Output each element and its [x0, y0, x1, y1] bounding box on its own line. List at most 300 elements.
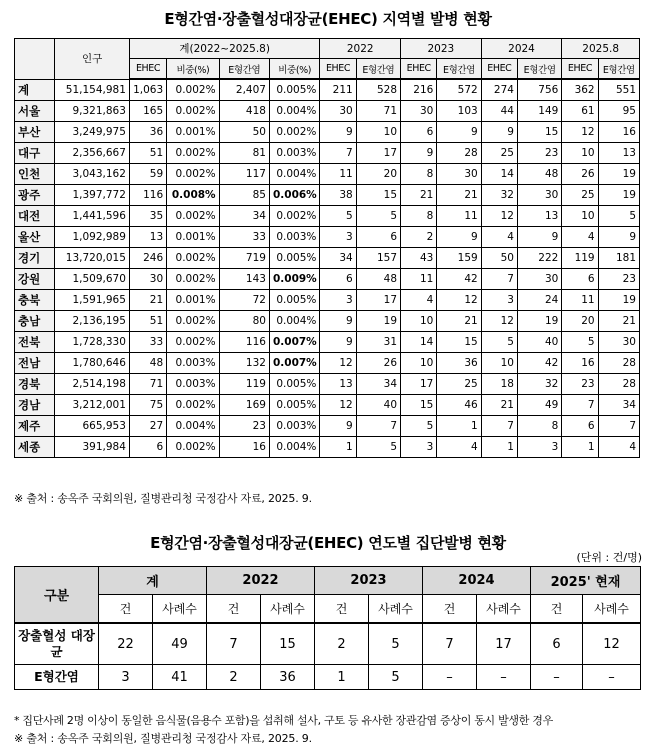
cell-h24: 24	[517, 290, 561, 311]
cell-t-ehec-pct: 0.004%	[167, 416, 219, 437]
regional-outbreak-table	[14, 38, 640, 458]
table1-title: E형간염·장출혈성대장균(EHEC) 지역별 발병 현황	[164, 10, 492, 28]
cell-h25: 21	[598, 311, 639, 332]
cell-e24: 1	[481, 437, 517, 458]
header-cases: 건	[99, 595, 153, 624]
cell-e23: 5	[401, 416, 437, 437]
header-2022: 2022	[320, 39, 401, 59]
region-label: 세종	[15, 437, 55, 458]
cell-c23: 2	[315, 623, 369, 665]
cell-h24: 9	[517, 227, 561, 248]
cell-p23: 5	[369, 623, 423, 665]
cell-t-ehec-pct: 0.002%	[167, 248, 219, 269]
cell-pop: 3,043,162	[55, 164, 130, 185]
cell-h23: 28	[437, 143, 481, 164]
cell-h25: 23	[598, 269, 639, 290]
cell-t-hepe: 72	[219, 290, 269, 311]
cell-pop: 665,953	[55, 416, 130, 437]
cell-t-ehec: 1,063	[129, 79, 166, 101]
cell-h22: 17	[356, 290, 400, 311]
cell-pop: 1,780,646	[55, 353, 130, 374]
cell-h22: 528	[356, 79, 400, 101]
cell-e23: 8	[401, 164, 437, 185]
header-hepe: E형간염	[517, 59, 561, 80]
cell-pop: 1,441,596	[55, 206, 130, 227]
cell-pop: 3,212,001	[55, 395, 130, 416]
cell-h22: 15	[356, 185, 400, 206]
header-category: 구분	[15, 567, 99, 624]
cell-h22: 48	[356, 269, 400, 290]
cell-t-hepe: 143	[219, 269, 269, 290]
cell-e25: 119	[562, 248, 598, 269]
cell-h23: 21	[437, 311, 481, 332]
cell-e22: 11	[320, 164, 356, 185]
cell-e22: 5	[320, 206, 356, 227]
region-label: 경기	[15, 248, 55, 269]
cell-e24: 12	[481, 311, 517, 332]
cell-e22: 3	[320, 227, 356, 248]
region-label: 대전	[15, 206, 55, 227]
cell-h22: 20	[356, 164, 400, 185]
cell-c24: 7	[423, 623, 477, 665]
cell-t-ehec: 165	[129, 101, 166, 122]
cell-t-hepe-pct: 0.004%	[269, 101, 319, 122]
table-row	[15, 101, 640, 122]
cell-h24: 149	[517, 101, 561, 122]
cell-h22: 6	[356, 227, 400, 248]
cell-pop: 1,728,330	[55, 332, 130, 353]
region-label: 대구	[15, 143, 55, 164]
cell-e23: 216	[401, 79, 437, 101]
header-hepe: E형간염	[356, 59, 400, 80]
cell-t-hepe-pct: 0.005%	[269, 374, 319, 395]
cell-t-hepe: 33	[219, 227, 269, 248]
cell-c22: 2	[207, 665, 261, 690]
header-ehec: EHEC	[401, 59, 437, 80]
cell-pop: 1,397,772	[55, 185, 130, 206]
cell-h23: 15	[437, 332, 481, 353]
cell-t-hepe-pct: 0.002%	[269, 206, 319, 227]
cell-pop: 1,092,989	[55, 227, 130, 248]
cell-t-hepe-pct: 0.007%	[269, 332, 319, 353]
cell-h22: 19	[356, 311, 400, 332]
cell-h25: 19	[598, 185, 639, 206]
cell-e22: 9	[320, 332, 356, 353]
table2-unit: (단위 : 건/명)	[576, 551, 642, 564]
cell-h22: 10	[356, 122, 400, 143]
cell-h23: 46	[437, 395, 481, 416]
region-label: 충북	[15, 290, 55, 311]
cell-t-hepe: 81	[219, 143, 269, 164]
region-label: 부산	[15, 122, 55, 143]
header-total: 계	[99, 567, 207, 595]
cell-e25: 12	[562, 122, 598, 143]
cell-e24: 10	[481, 353, 517, 374]
region-label: 전남	[15, 353, 55, 374]
cell-h23: 9	[437, 122, 481, 143]
cell-h25: 30	[598, 332, 639, 353]
cell-h25: 16	[598, 122, 639, 143]
region-label: 제주	[15, 416, 55, 437]
header-ehec: EHEC	[320, 59, 356, 80]
cell-h25: 9	[598, 227, 639, 248]
header-patients: 사례수	[261, 595, 315, 624]
cell-c24: –	[423, 665, 477, 690]
cell-t-ehec-pct: 0.002%	[167, 269, 219, 290]
cell-e22: 12	[320, 353, 356, 374]
cell-t-hepe: 119	[219, 374, 269, 395]
cell-e25: 11	[562, 290, 598, 311]
cell-e22: 9	[320, 311, 356, 332]
cell-e22: 9	[320, 122, 356, 143]
header-ehec: EHEC	[481, 59, 517, 80]
header-region-blank	[15, 39, 55, 80]
cell-e25: 16	[562, 353, 598, 374]
cell-c25: –	[531, 665, 583, 690]
cell-e22: 12	[320, 395, 356, 416]
cell-t-ehec: 33	[129, 332, 166, 353]
header-2025: 2025.8	[562, 39, 640, 59]
cell-h23: 36	[437, 353, 481, 374]
cell-t-ehec-pct: 0.003%	[167, 353, 219, 374]
cell-h24: 13	[517, 206, 561, 227]
cell-e23: 6	[401, 122, 437, 143]
header-patients: 사례수	[477, 595, 531, 624]
cell-e24: 3	[481, 290, 517, 311]
cell-t-ehec: 13	[129, 227, 166, 248]
cell-h24: 23	[517, 143, 561, 164]
cell-e24: 32	[481, 185, 517, 206]
cell-pop: 13,720,015	[55, 248, 130, 269]
cell-pop: 391,984	[55, 437, 130, 458]
cell-t-hepe-pct: 0.002%	[269, 122, 319, 143]
table2-note: * 집단사례 2명 이상이 동일한 음식물(음용수 포함)을 섭취해 설사, 구토 등 유사한 장관감염 증상이 동시 발생한 경우	[14, 714, 553, 727]
table-row	[15, 623, 641, 665]
cell-h23: 572	[437, 79, 481, 101]
cell-e24: 14	[481, 164, 517, 185]
cell-t-ehec: 6	[129, 437, 166, 458]
cell-t-p: 49	[153, 623, 207, 665]
cell-h25: 34	[598, 395, 639, 416]
table2-title: E형간염·장출혈성대장균(EHEC) 연도별 집단발병 현황	[150, 534, 506, 552]
cell-t-ehec: 27	[129, 416, 166, 437]
cell-h22: 5	[356, 437, 400, 458]
cell-p22: 15	[261, 623, 315, 665]
cell-pop: 2,136,195	[55, 311, 130, 332]
cell-h23: 25	[437, 374, 481, 395]
cell-t-hepe-pct: 0.003%	[269, 416, 319, 437]
cell-h25: 7	[598, 416, 639, 437]
cell-e23: 14	[401, 332, 437, 353]
region-label: 울산	[15, 227, 55, 248]
cell-e23: 3	[401, 437, 437, 458]
cell-h24: 40	[517, 332, 561, 353]
cell-t-hepe-pct: 0.005%	[269, 248, 319, 269]
cell-h24: 15	[517, 122, 561, 143]
cell-t-ehec-pct: 0.002%	[167, 332, 219, 353]
cell-pop: 2,356,667	[55, 143, 130, 164]
cell-e23: 43	[401, 248, 437, 269]
cell-t-hepe: 2,407	[219, 79, 269, 101]
header-2023: 2023	[401, 39, 482, 59]
table-row	[15, 395, 640, 416]
cell-c25: 6	[531, 623, 583, 665]
cell-e22: 34	[320, 248, 356, 269]
cell-e24: 12	[481, 206, 517, 227]
cell-h22: 26	[356, 353, 400, 374]
cell-t-hepe: 116	[219, 332, 269, 353]
cell-h25: 4	[598, 437, 639, 458]
header-2022: 2022	[207, 567, 315, 595]
cell-t-hepe: 169	[219, 395, 269, 416]
cell-h24: 49	[517, 395, 561, 416]
cell-pop: 9,321,863	[55, 101, 130, 122]
cell-e24: 7	[481, 416, 517, 437]
cell-t-ehec-pct: 0.002%	[167, 164, 219, 185]
header-2025: 2025' 현재	[531, 567, 641, 595]
cell-t-hepe-pct: 0.005%	[269, 395, 319, 416]
cell-p24: –	[477, 665, 531, 690]
cell-t-ehec-pct: 0.002%	[167, 101, 219, 122]
cell-e23: 30	[401, 101, 437, 122]
table-row	[15, 332, 640, 353]
header-population: 인구	[55, 39, 130, 80]
header-2024: 2024	[423, 567, 531, 595]
cell-h22: 17	[356, 143, 400, 164]
cell-t-hepe-pct: 0.003%	[269, 227, 319, 248]
table-row	[15, 437, 640, 458]
cell-e22: 9	[320, 416, 356, 437]
cell-h22: 157	[356, 248, 400, 269]
cell-t-ehec: 75	[129, 395, 166, 416]
cell-t-hepe-pct: 0.007%	[269, 353, 319, 374]
cell-t-p: 41	[153, 665, 207, 690]
cell-e22: 211	[320, 79, 356, 101]
region-label: 인천	[15, 164, 55, 185]
cell-h22: 34	[356, 374, 400, 395]
cell-t-ehec-pct: 0.008%	[167, 185, 219, 206]
cell-p25: 12	[583, 623, 641, 665]
cell-e25: 23	[562, 374, 598, 395]
cell-e25: 6	[562, 269, 598, 290]
cell-e23: 9	[401, 143, 437, 164]
cell-e25: 20	[562, 311, 598, 332]
cell-h23: 21	[437, 185, 481, 206]
cell-h24: 30	[517, 185, 561, 206]
table-row	[15, 353, 640, 374]
table-row	[15, 206, 640, 227]
cell-h24: 48	[517, 164, 561, 185]
table-row	[15, 79, 640, 101]
region-label: 전북	[15, 332, 55, 353]
cell-h25: 551	[598, 79, 639, 101]
cell-t-hepe: 719	[219, 248, 269, 269]
cell-t-ehec: 51	[129, 143, 166, 164]
yearly-cluster-table	[14, 566, 641, 690]
table-row	[15, 122, 640, 143]
cell-h24: 3	[517, 437, 561, 458]
cell-h25: 13	[598, 143, 639, 164]
cell-h23: 159	[437, 248, 481, 269]
cell-t-hepe-pct: 0.004%	[269, 164, 319, 185]
cell-t-hepe: 23	[219, 416, 269, 437]
header-cases: 건	[207, 595, 261, 624]
cell-e22: 6	[320, 269, 356, 290]
table-row	[15, 311, 640, 332]
cell-h22: 40	[356, 395, 400, 416]
region-label: 강원	[15, 269, 55, 290]
cell-t-ehec: 116	[129, 185, 166, 206]
header-ehec: EHEC	[129, 59, 166, 80]
cell-t-hepe: 117	[219, 164, 269, 185]
cell-t-ehec: 48	[129, 353, 166, 374]
cell-h24: 42	[517, 353, 561, 374]
cell-t-ehec-pct: 0.002%	[167, 143, 219, 164]
cell-t-hepe-pct: 0.004%	[269, 437, 319, 458]
header-ratio: 비중(%)	[269, 59, 319, 80]
cell-pop: 51,154,981	[55, 79, 130, 101]
cell-e25: 5	[562, 332, 598, 353]
cell-h24: 222	[517, 248, 561, 269]
cell-h25: 181	[598, 248, 639, 269]
cell-c23: 1	[315, 665, 369, 690]
cell-e23: 17	[401, 374, 437, 395]
cell-h24: 30	[517, 269, 561, 290]
cell-t-ehec: 246	[129, 248, 166, 269]
cell-t-hepe: 418	[219, 101, 269, 122]
region-label: 계	[15, 79, 55, 101]
cell-h23: 9	[437, 227, 481, 248]
cell-t-hepe-pct: 0.004%	[269, 311, 319, 332]
cell-h22: 5	[356, 206, 400, 227]
region-label: 서울	[15, 101, 55, 122]
cell-e24: 25	[481, 143, 517, 164]
cell-p24: 17	[477, 623, 531, 665]
cell-h25: 28	[598, 374, 639, 395]
cell-e24: 44	[481, 101, 517, 122]
cell-e25: 10	[562, 143, 598, 164]
table2-source: ※ 출처 : 송옥주 국회의원, 질병관리청 국정감사 자료, 2025. 9.	[14, 732, 312, 745]
cell-e24: 21	[481, 395, 517, 416]
table-row	[15, 665, 641, 690]
cell-t-ehec-pct: 0.001%	[167, 122, 219, 143]
cell-pop: 1,591,965	[55, 290, 130, 311]
cell-h22: 7	[356, 416, 400, 437]
cell-e25: 26	[562, 164, 598, 185]
cell-t-ehec-pct: 0.002%	[167, 79, 219, 101]
table-row	[15, 227, 640, 248]
header-patients: 사례수	[153, 595, 207, 624]
cell-h25: 19	[598, 164, 639, 185]
cell-e25: 6	[562, 416, 598, 437]
cell-h23: 1	[437, 416, 481, 437]
cell-h24: 19	[517, 311, 561, 332]
cell-e25: 1	[562, 437, 598, 458]
cell-e24: 18	[481, 374, 517, 395]
cell-pop: 2,514,198	[55, 374, 130, 395]
cell-h24: 8	[517, 416, 561, 437]
cell-t-ehec-pct: 0.002%	[167, 437, 219, 458]
cell-h23: 103	[437, 101, 481, 122]
table-row	[15, 248, 640, 269]
cell-t-c: 3	[99, 665, 153, 690]
cell-t-hepe-pct: 0.006%	[269, 185, 319, 206]
cell-e25: 25	[562, 185, 598, 206]
cell-t-hepe: 80	[219, 311, 269, 332]
header-ratio: 비중(%)	[167, 59, 219, 80]
cell-h23: 11	[437, 206, 481, 227]
cell-t-hepe: 16	[219, 437, 269, 458]
cell-h23: 4	[437, 437, 481, 458]
cell-p23: 5	[369, 665, 423, 690]
cell-e23: 10	[401, 311, 437, 332]
cell-t-hepe: 50	[219, 122, 269, 143]
cell-e22: 30	[320, 101, 356, 122]
cell-t-ehec: 30	[129, 269, 166, 290]
cell-e22: 3	[320, 290, 356, 311]
cell-h25: 28	[598, 353, 639, 374]
cell-h25: 95	[598, 101, 639, 122]
cell-e25: 4	[562, 227, 598, 248]
cell-h22: 31	[356, 332, 400, 353]
table-row	[15, 185, 640, 206]
cell-t-ehec: 71	[129, 374, 166, 395]
cell-t-ehec: 51	[129, 311, 166, 332]
cell-t-ehec: 36	[129, 122, 166, 143]
cell-t-c: 22	[99, 623, 153, 665]
cell-e23: 11	[401, 269, 437, 290]
cell-e24: 9	[481, 122, 517, 143]
cell-h25: 5	[598, 206, 639, 227]
cell-t-hepe-pct: 0.005%	[269, 79, 319, 101]
table1-source: ※ 출처 : 송옥주 국회의원, 질병관리청 국정감사 자료, 2025. 9.	[14, 492, 312, 505]
table-row	[15, 269, 640, 290]
cell-t-hepe-pct: 0.005%	[269, 290, 319, 311]
cell-t-ehec-pct: 0.002%	[167, 395, 219, 416]
region-label: 충남	[15, 311, 55, 332]
cell-p22: 36	[261, 665, 315, 690]
cell-pop: 1,509,670	[55, 269, 130, 290]
cell-p25: –	[583, 665, 641, 690]
cell-t-ehec: 21	[129, 290, 166, 311]
header-patients: 사례수	[369, 595, 423, 624]
cell-h24: 32	[517, 374, 561, 395]
cell-t-ehec: 59	[129, 164, 166, 185]
cell-e25: 362	[562, 79, 598, 101]
cell-e23: 10	[401, 353, 437, 374]
header-2023: 2023	[315, 567, 423, 595]
cell-t-ehec-pct: 0.002%	[167, 206, 219, 227]
cell-e23: 2	[401, 227, 437, 248]
cell-t-ehec: 35	[129, 206, 166, 227]
cell-t-ehec-pct: 0.001%	[167, 290, 219, 311]
cell-pop: 3,249,975	[55, 122, 130, 143]
cell-e23: 21	[401, 185, 437, 206]
cell-t-hepe: 132	[219, 353, 269, 374]
cell-e24: 7	[481, 269, 517, 290]
cell-e23: 15	[401, 395, 437, 416]
header-total-group: 계(2022~2025.8)	[129, 39, 320, 59]
cell-h22: 71	[356, 101, 400, 122]
header-ehec: EHEC	[562, 59, 598, 80]
cell-h25: 19	[598, 290, 639, 311]
table-row	[15, 374, 640, 395]
header-cases: 건	[531, 595, 583, 624]
region-label: 경북	[15, 374, 55, 395]
cell-e24: 5	[481, 332, 517, 353]
cell-e24: 4	[481, 227, 517, 248]
header-cases: 건	[423, 595, 477, 624]
